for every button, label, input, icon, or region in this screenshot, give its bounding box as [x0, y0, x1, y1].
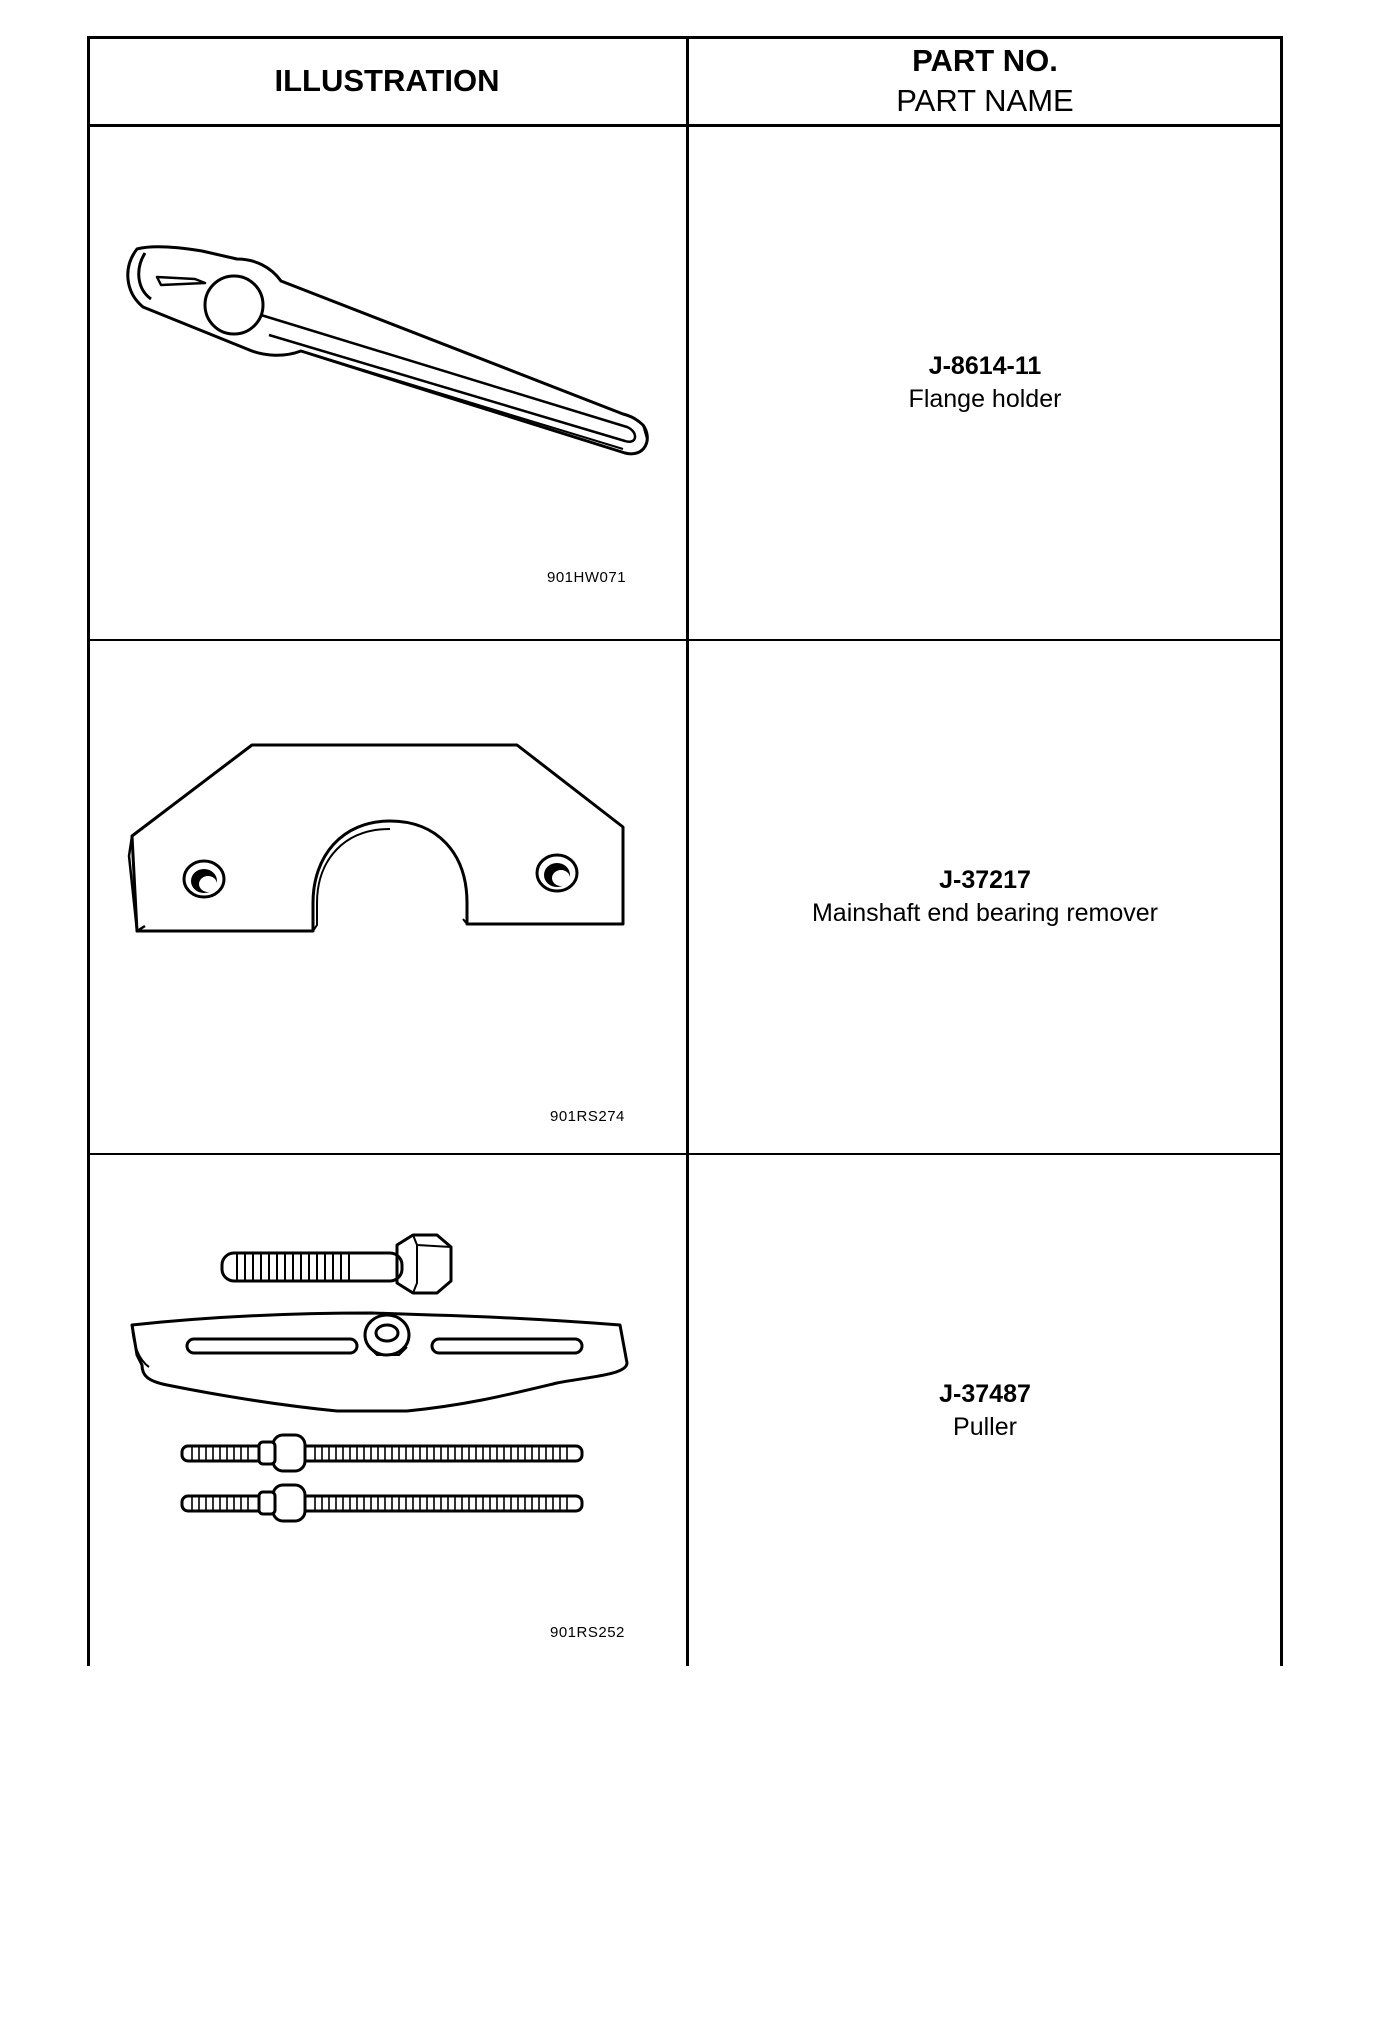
- special-tools-table: [87, 36, 1283, 1666]
- image-code: 901HW071: [547, 569, 627, 586]
- puller-illustration: [87, 1155, 687, 1666]
- part-no-header-label: PART NO.: [912, 43, 1058, 78]
- table-row-part: [687, 641, 1283, 1153]
- image-code: 901RS274: [550, 1108, 625, 1125]
- table-row-part: [687, 1155, 1283, 1666]
- part-name: Puller: [953, 1412, 1017, 1441]
- table-row-illustration: [87, 1155, 687, 1666]
- table-row-illustration: [87, 127, 687, 639]
- bearing-remover-illustration: [87, 641, 687, 1153]
- part-number: J-8614-11: [928, 352, 1042, 380]
- part-name-header-label: PART NAME: [896, 83, 1074, 118]
- part-name: Mainshaft end bearing remover: [811, 899, 1159, 927]
- flange-holder-illustration: [87, 127, 687, 639]
- column-header-part: [687, 36, 1283, 126]
- part-number: J-37217: [939, 866, 1031, 894]
- illustration-header-label: ILLUSTRATION: [274, 63, 500, 98]
- table-row-illustration: [87, 641, 687, 1153]
- image-code: 901RS252: [550, 1624, 625, 1641]
- part-number: J-37487: [939, 1379, 1031, 1408]
- column-header-illustration: [87, 36, 687, 126]
- part-name: Flange holder: [908, 385, 1062, 413]
- table-row-part: [687, 127, 1283, 639]
